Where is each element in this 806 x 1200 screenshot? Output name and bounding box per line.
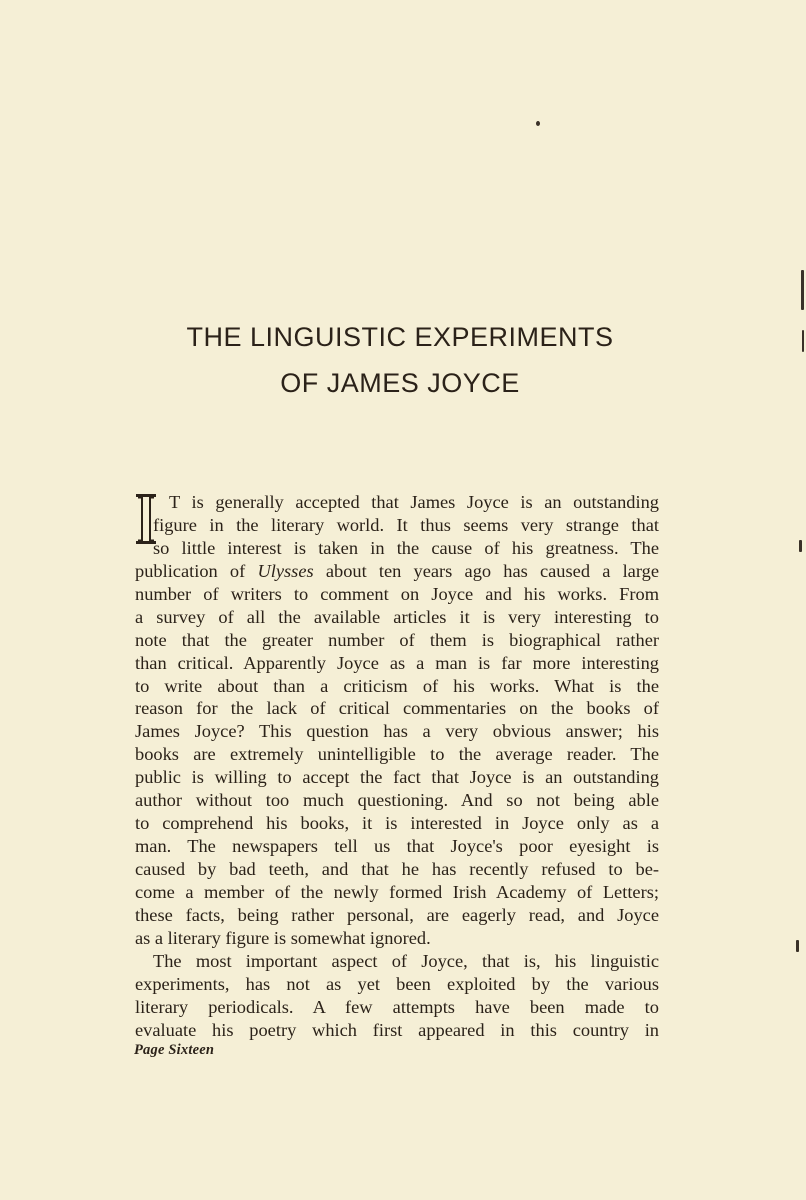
text-line: number of writers to comment on Joyce and his works. From: [135, 583, 659, 604]
italic-title: Ulysses: [257, 560, 314, 581]
ink-speck: [536, 121, 540, 126]
title-line-1: THE LINGUISTIC EXPERIMENTS: [186, 322, 614, 352]
text-line: [135, 560, 659, 583]
page-title: [100, 314, 700, 406]
text-line: these facts, being rather personal, are eagerly read, and Joyce: [135, 904, 659, 925]
text-line: to write about than a criticism of his works. What is the: [135, 675, 659, 696]
page-footer: Page Sixteen: [134, 1042, 215, 1058]
text-line: caused by bad teeth, and that he has recently refused to be-: [135, 859, 659, 879]
text-line: James Joyce? This question has a very obvious answer; his: [135, 721, 659, 742]
edge-mark: [796, 940, 799, 952]
text-line: come a member of the newly formed Irish Academy of Letters;: [135, 881, 659, 902]
text-line: T is generally accepted that James Joyce is an outstanding: [169, 492, 659, 512]
text-line: author without too much questioning. And so not being able: [135, 790, 659, 811]
edge-mark: [802, 330, 804, 352]
text-line: experiments, has not as yet been exploited by the various: [135, 973, 659, 994]
text-line: as a literary figure is somewhat ignored.: [135, 927, 431, 948]
text-line: note that the greater number of them is biographical rather: [135, 629, 659, 650]
text-line: figure in the literary world. It thus seems very strange that: [153, 514, 659, 535]
text-line: a survey of all the available articles it is very interesting to: [135, 606, 659, 627]
text-line: books are extremely unintelligible to the average reader. The: [135, 744, 659, 765]
text-line: reason for the lack of critical commentaries on the books of: [135, 698, 659, 719]
text-line: The most important aspect of Joyce, that is, his linguistic: [153, 950, 659, 971]
text-segment: about ten years ago has caused a large: [313, 560, 659, 581]
text-line: than critical. Apparently Joyce as a man is far more interesting: [135, 652, 659, 673]
title-line-2: OF JAMES JOYCE: [280, 368, 520, 398]
text-line: man. The newspapers tell us that Joyce's poor eyesight is: [135, 836, 659, 857]
text-segment: publication of: [135, 560, 258, 581]
text-line: evaluate his poetry which first appeared in this country in: [135, 1019, 659, 1040]
text-line: so little interest is taken in the cause of his greatness. The: [153, 537, 659, 558]
edge-mark: [801, 270, 804, 310]
edge-mark: [799, 540, 802, 552]
article-body: [135, 491, 659, 1042]
text-line: literary periodicals. A few attempts have been made to: [135, 996, 659, 1017]
text-line: public is willing to accept the fact that Joyce is an outstanding: [135, 767, 659, 788]
text-line: to comprehend his books, it is interested in Joyce only as a: [135, 813, 659, 834]
